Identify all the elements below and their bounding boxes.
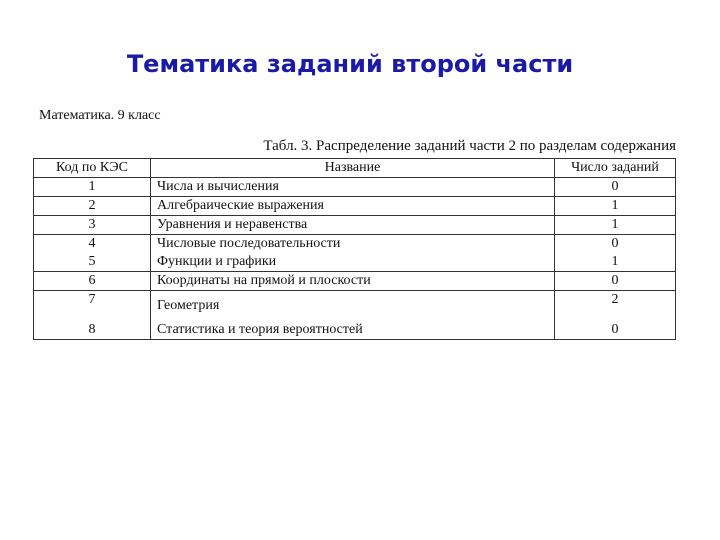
slide-title: Тематика заданий второй части [126,50,574,78]
row-name: Координаты на прямой и плоскости [151,272,555,291]
table-row [34,178,676,197]
tasks-distribution-table [33,158,676,340]
subject-label: Математика. 9 класс [39,108,161,123]
row-name: Числа и вычисления [151,178,555,197]
row-name: Геометрия [151,291,555,316]
table-header-row [34,159,676,178]
row-name: Функции и графики [151,253,555,272]
table-row [34,253,676,272]
row-code: 4 [34,235,151,254]
header-count: Число заданий [555,159,676,178]
row-count: 0 [555,178,676,197]
header-name: Название [151,159,555,178]
row-code: 3 [34,216,151,235]
row-count: 0 [555,272,676,291]
table-row [34,216,676,235]
row-count: 0 [555,315,676,340]
row-code: 2 [34,197,151,216]
row-name: Алгебраические выражения [151,197,555,216]
row-code: 7 [34,291,151,316]
row-name: Числовые последовательности [151,235,555,254]
row-count: 1 [555,253,676,272]
table-row [34,272,676,291]
row-name: Уравнения и неравенства [151,216,555,235]
row-code: 5 [34,253,151,272]
table-row [34,291,676,316]
header-code: Код по КЭС [34,159,151,178]
row-count: 0 [555,235,676,254]
row-code: 6 [34,272,151,291]
row-count: 2 [555,291,676,316]
row-code: 8 [34,315,151,340]
table-row [34,197,676,216]
table-row [34,235,676,254]
row-count: 1 [555,216,676,235]
row-count: 1 [555,197,676,216]
row-code: 1 [34,178,151,197]
row-name: Статистика и теория вероятностей [151,315,555,340]
table-row [34,315,676,340]
table-caption: Табл. 3. Распределение заданий части 2 по разделам содержания [263,138,676,154]
